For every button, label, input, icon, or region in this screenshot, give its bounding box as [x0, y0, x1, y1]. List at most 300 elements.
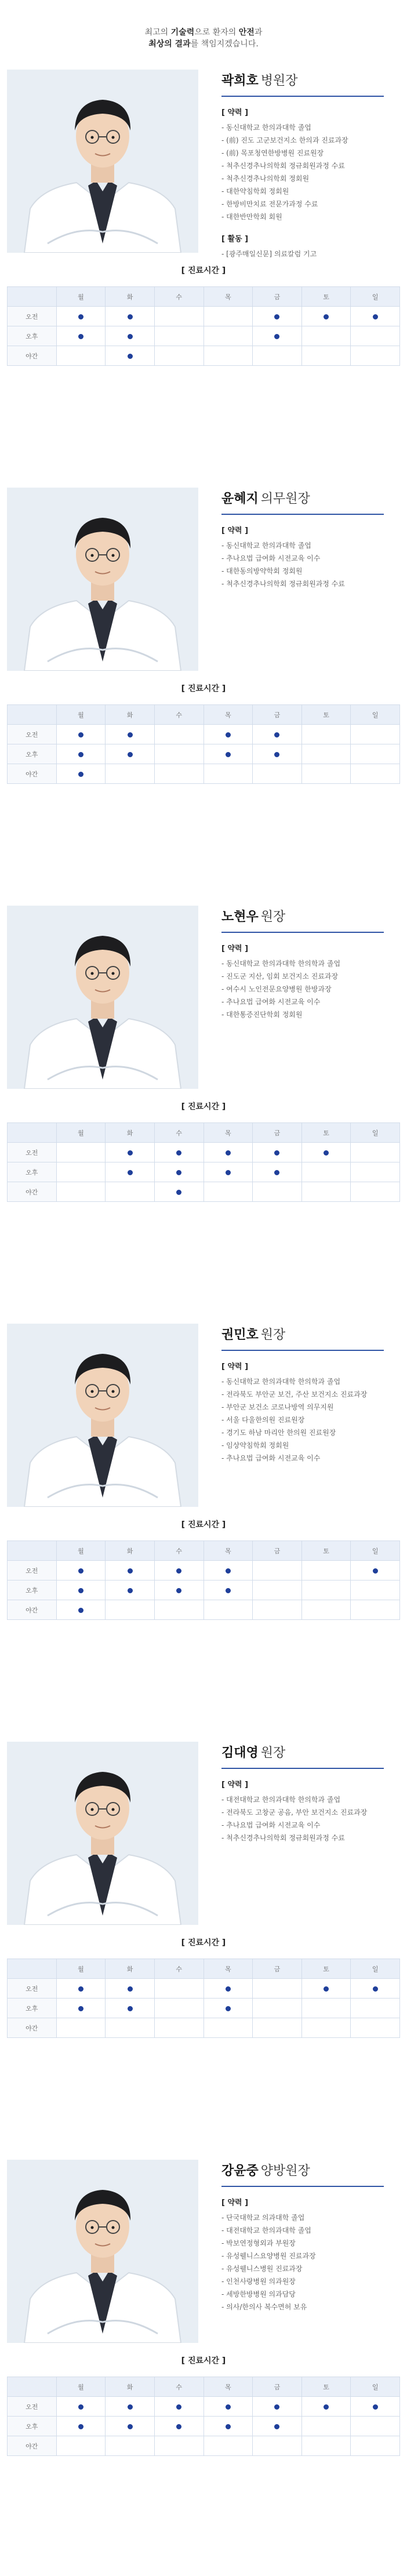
career-item: - 박보연정형외과 부원장 [221, 2239, 296, 2247]
schedule-row-label: 야간 [8, 1182, 57, 1202]
schedule-row-label: 오전 [8, 1979, 57, 1999]
schedule-cell [253, 744, 302, 764]
schedule-cell [253, 1581, 302, 1600]
career-heading: [ 약력 ] [221, 108, 249, 117]
schedule-cell [56, 2018, 106, 2038]
schedule-row-night [8, 2018, 400, 2038]
schedule-cell [351, 1999, 400, 2018]
schedule-cell [253, 2417, 302, 2436]
schedule-cell [253, 764, 302, 784]
available-dot-icon [128, 2006, 133, 2011]
schedule-cell [301, 725, 351, 744]
career-item: - 한방비만치료 전문가과정 수료 [221, 200, 318, 208]
schedule-cell [351, 1182, 400, 1202]
schedule-cell [106, 1979, 155, 1999]
career-list [221, 2211, 401, 2313]
schedule-cell [154, 744, 204, 764]
schedule-day-mon: 월 [56, 705, 106, 725]
schedule-day-sun: 일 [351, 1959, 400, 1979]
career-item: - 대한반만학회 회원 [221, 213, 282, 221]
intro-line-1: 최고의 기술력으로 환자의 안전과 [144, 28, 263, 37]
career-item: - 인천사랑병원 의과원장 [221, 2277, 296, 2286]
schedule-cell [253, 2018, 302, 2038]
schedule-cell [106, 307, 155, 326]
schedule-cell [106, 764, 155, 784]
schedule-cell [154, 725, 204, 744]
available-dot-icon [226, 1588, 231, 1593]
schedule-row-afternoon [8, 744, 400, 764]
schedule-cell [204, 744, 253, 764]
doctor-profile-4 [0, 1324, 407, 1742]
available-dot-icon [78, 2404, 83, 2410]
schedule-cell [253, 725, 302, 744]
career-item: - 서울 다울한의원 진료원장 [221, 1416, 305, 1424]
name-underline [221, 1350, 384, 1351]
career-item: - 추나요법 급여화 시전교육 이수 [221, 998, 321, 1006]
available-dot-icon [128, 732, 133, 737]
doctor-photo [7, 488, 198, 671]
schedule-day-sat: 토 [301, 1959, 351, 1979]
schedule-row-label: 오후 [8, 1581, 57, 1600]
schedule-day-fri: 금 [253, 2377, 302, 2397]
schedule-title: [ 진료시간 ] [181, 1938, 226, 1948]
schedule-cell [253, 346, 302, 366]
schedule-cell [106, 1561, 155, 1581]
schedule-day-mon: 월 [56, 287, 106, 307]
available-dot-icon [78, 1568, 83, 1574]
schedule-cell [154, 1162, 204, 1182]
schedule-cell [56, 744, 106, 764]
doctor-title: 병원장 [260, 74, 298, 88]
doctor-list [0, 70, 407, 2576]
doctor-name-line [221, 909, 401, 928]
doctor-profile-6 [0, 2160, 407, 2576]
career-item: - 전라북도 고창군 공음, 부안 보건지소 진료과장 [221, 1808, 368, 1816]
available-dot-icon [324, 314, 329, 319]
available-dot-icon [373, 1986, 378, 1992]
schedule-cell [56, 326, 106, 346]
available-dot-icon [78, 2006, 83, 2011]
career-heading: [ 약력 ] [221, 526, 249, 535]
schedule-cell [301, 764, 351, 784]
doctor-info [221, 1745, 401, 1844]
schedule-day-sun: 일 [351, 2377, 400, 2397]
activity-heading: [ 활동 ] [221, 235, 249, 244]
schedule-row-label: 오전 [8, 1561, 57, 1581]
doctor-profile-3 [0, 906, 407, 1324]
available-dot-icon [78, 314, 83, 319]
schedule-cell [351, 1561, 400, 1581]
schedule-cell [253, 2397, 302, 2417]
career-item: - 척추신경추나의학회 정규회원과정 수료 [221, 162, 345, 170]
schedule-cell [154, 1561, 204, 1581]
doctor-title: 양방원장 [260, 2164, 310, 2178]
schedule-day-thu: 목 [204, 1123, 253, 1143]
schedule-title: [ 진료시간 ] [181, 1520, 226, 1529]
schedule-cell [56, 725, 106, 744]
available-dot-icon [176, 1150, 181, 1156]
schedule-cell [106, 2397, 155, 2417]
doctor-photo [7, 2160, 198, 2343]
schedule-cell [56, 1600, 106, 1620]
schedule-cell [301, 2436, 351, 2456]
schedule-table [7, 1540, 400, 1620]
schedule-cell [301, 1581, 351, 1600]
career-item: - 대한약침학회 정회원 [221, 187, 289, 195]
doctor-profile-1 [0, 70, 407, 488]
schedule-cell [351, 2417, 400, 2436]
available-dot-icon [274, 334, 279, 339]
schedule-row-label: 오후 [8, 1162, 57, 1182]
schedule-cell [56, 1561, 106, 1581]
doctor-info [221, 909, 401, 1021]
schedule-day-mon: 월 [56, 1959, 106, 1979]
career-list [221, 957, 401, 1021]
schedule-cell [204, 1979, 253, 1999]
career-item: - 대전대학교 한의과대학 졸업 [221, 2226, 311, 2235]
available-dot-icon [176, 1170, 181, 1175]
schedule-cell [204, 2436, 253, 2456]
schedule-corner-cell [8, 287, 57, 307]
schedule-cell [106, 1143, 155, 1162]
doctor-photo-illustration [7, 1742, 198, 1925]
schedule-row-night [8, 1182, 400, 1202]
schedule-day-thu: 목 [204, 1541, 253, 1561]
schedule-day-wed: 수 [154, 287, 204, 307]
schedule-day-sat: 토 [301, 287, 351, 307]
schedule-day-sun: 일 [351, 1541, 400, 1561]
schedule-cell [106, 744, 155, 764]
schedule-cell [154, 1182, 204, 1202]
schedule-cell [106, 2417, 155, 2436]
schedule-cell [56, 1182, 106, 1202]
schedule-row-label: 오전 [8, 725, 57, 744]
available-dot-icon [274, 1170, 279, 1175]
schedule-header-row [8, 287, 400, 307]
schedule-day-sat: 토 [301, 705, 351, 725]
schedule-header-row [8, 1959, 400, 1979]
available-dot-icon [78, 1588, 83, 1593]
doctor-name: 곽희호 [221, 74, 259, 88]
schedule-day-tue: 화 [106, 1959, 155, 1979]
schedule-cell [351, 2018, 400, 2038]
schedule-cell [204, 326, 253, 346]
doctor-name-line [221, 1745, 401, 1764]
schedule-day-wed: 수 [154, 2377, 204, 2397]
available-dot-icon [324, 1986, 329, 1992]
schedule-cell [56, 1162, 106, 1182]
schedule-cell [301, 1143, 351, 1162]
schedule-row-label: 오전 [8, 2397, 57, 2417]
schedule-cell [154, 1143, 204, 1162]
schedule-cell [106, 1162, 155, 1182]
career-heading: [ 약력 ] [221, 1781, 249, 1789]
available-dot-icon [128, 1568, 133, 1574]
intro-text [0, 0, 407, 70]
available-dot-icon [373, 1568, 378, 1574]
schedule-corner-cell [8, 1123, 57, 1143]
schedule-cell [351, 744, 400, 764]
schedule-row-afternoon [8, 1581, 400, 1600]
schedule-row-night [8, 764, 400, 784]
doctor-photo-illustration [7, 488, 198, 671]
available-dot-icon [128, 314, 133, 319]
available-dot-icon [78, 752, 83, 757]
schedule-row-label: 오후 [8, 2417, 57, 2436]
schedule-table [7, 1959, 400, 2038]
schedule-cell [154, 764, 204, 784]
schedule-cell [204, 2397, 253, 2417]
schedule-cell [351, 725, 400, 744]
schedule-day-fri: 금 [253, 705, 302, 725]
career-item: - (前) 목포청연한방병원 진료원장 [221, 149, 324, 157]
schedule-cell [351, 1581, 400, 1600]
doctor-photo [7, 1324, 198, 1507]
schedule-cell [301, 326, 351, 346]
schedule-cell [301, 1999, 351, 2018]
schedule-cell [204, 1581, 253, 1600]
schedule-cell [301, 1979, 351, 1999]
career-item: - 대한통증진단학회 정회원 [221, 1011, 303, 1019]
career-item: - 단국대학교 의과대학 졸업 [221, 2214, 305, 2222]
schedule-header-row [8, 1541, 400, 1561]
schedule-day-mon: 월 [56, 2377, 106, 2397]
intro-line-2: 최상의 결과를 책임지겠습니다. [148, 39, 259, 49]
schedule-day-mon: 월 [56, 1541, 106, 1561]
doctor-photo [7, 1742, 198, 1925]
doctor-name-line [221, 72, 401, 92]
doctor-name: 윤혜지 [221, 492, 259, 506]
available-dot-icon [226, 1568, 231, 1574]
available-dot-icon [274, 2424, 279, 2429]
schedule-day-sat: 토 [301, 1123, 351, 1143]
available-dot-icon [128, 334, 133, 339]
available-dot-icon [176, 1588, 181, 1593]
schedule-cell [56, 764, 106, 784]
schedule-cell [204, 1182, 253, 1202]
doctor-profile-2 [0, 488, 407, 906]
doctor-photo [7, 70, 198, 253]
schedule-cell [154, 307, 204, 326]
career-item: - 척추신경추나의학회 정규회원과정 수료 [221, 1834, 345, 1842]
schedule-cell [204, 2417, 253, 2436]
schedule-cell [301, 346, 351, 366]
schedule-corner-cell [8, 1959, 57, 1979]
schedule-row-morning [8, 1561, 400, 1581]
schedule-cell [106, 2436, 155, 2456]
schedule-day-wed: 수 [154, 1959, 204, 1979]
schedule-cell [253, 307, 302, 326]
doctor-title: 원장 [260, 1328, 286, 1342]
schedule-cell [253, 1182, 302, 1202]
career-item: - 대한동의방약학회 정회원 [221, 567, 303, 575]
doctor-name: 김대영 [221, 1746, 259, 1760]
schedule-day-tue: 화 [106, 1541, 155, 1561]
available-dot-icon [226, 2006, 231, 2011]
schedule-cell [106, 346, 155, 366]
career-item: - 유성웰니스병원 진료과장 [221, 2265, 303, 2273]
schedule-cell [106, 725, 155, 744]
schedule-cell [253, 326, 302, 346]
available-dot-icon [274, 1150, 279, 1156]
schedule-day-tue: 화 [106, 2377, 155, 2397]
available-dot-icon [128, 1986, 133, 1992]
activity-list [221, 248, 401, 260]
available-dot-icon [78, 1608, 83, 1613]
career-item: - 동신대학교 한의과대학 졸업 [221, 542, 311, 550]
schedule-header-row [8, 1123, 400, 1143]
available-dot-icon [78, 334, 83, 339]
schedule-cell [204, 1561, 253, 1581]
schedule-cell [106, 1182, 155, 1202]
schedule-row-afternoon [8, 326, 400, 346]
available-dot-icon [128, 1170, 133, 1175]
doctor-info [221, 2163, 401, 2313]
schedule-cell [204, 2018, 253, 2038]
schedule-cell [204, 1600, 253, 1620]
career-item: - 세방한방병원 의과담당 [221, 2290, 296, 2298]
available-dot-icon [176, 2404, 181, 2410]
schedule-cell [351, 1600, 400, 1620]
doctor-photo-illustration [7, 1324, 198, 1507]
career-item: - 척추신경추나의학회 정규회원과정 수료 [221, 580, 345, 588]
schedule-cell [154, 1581, 204, 1600]
career-item: - 여수시 노인전문요양병원 한방과장 [221, 985, 332, 993]
schedule-day-tue: 화 [106, 705, 155, 725]
career-item: - 임상약침학회 정회원 [221, 1441, 289, 1449]
schedule-cell [204, 307, 253, 326]
schedule-day-wed: 수 [154, 705, 204, 725]
name-underline [221, 514, 384, 515]
career-item: - 진도군 지산, 임회 보건지소 진료과장 [221, 972, 339, 980]
schedule-cell [56, 1143, 106, 1162]
schedule-day-sat: 토 [301, 1541, 351, 1561]
schedule-row-morning [8, 725, 400, 744]
schedule-cell [56, 346, 106, 366]
schedule-cell [204, 725, 253, 744]
schedule-cell [351, 1162, 400, 1182]
doctor-name-line [221, 2163, 401, 2182]
career-item: - 동신대학교 한의과대학 한의학과 졸업 [221, 1378, 341, 1386]
doctor-title: 의무원장 [260, 492, 310, 506]
schedule-cell [154, 326, 204, 346]
schedule-cell [351, 2436, 400, 2456]
schedule-cell [253, 1979, 302, 1999]
schedule-cell [301, 1600, 351, 1620]
schedule-row-label: 야간 [8, 764, 57, 784]
available-dot-icon [226, 2404, 231, 2410]
career-item: - 경기도 하남 마리안 한의원 진료원장 [221, 1429, 336, 1437]
schedule-day-tue: 화 [106, 1123, 155, 1143]
schedule-row-morning [8, 2397, 400, 2417]
schedule-row-morning [8, 1979, 400, 1999]
available-dot-icon [226, 1986, 231, 1992]
available-dot-icon [128, 2404, 133, 2410]
doctor-photo-illustration [7, 906, 198, 1089]
schedule-corner-cell [8, 2377, 57, 2397]
schedule-day-thu: 목 [204, 287, 253, 307]
schedule-day-sun: 일 [351, 705, 400, 725]
schedule-row-label: 야간 [8, 2018, 57, 2038]
schedule-corner-cell [8, 1541, 57, 1561]
doctor-info [221, 72, 401, 260]
schedule-cell [301, 744, 351, 764]
schedule-row-label: 오후 [8, 326, 57, 346]
schedule-cell [301, 2018, 351, 2038]
schedule-cell [351, 764, 400, 784]
schedule-day-tue: 화 [106, 287, 155, 307]
available-dot-icon [226, 752, 231, 757]
career-list [221, 1793, 401, 1844]
schedule-row-afternoon [8, 1999, 400, 2018]
schedule-cell [351, 2397, 400, 2417]
schedule-cell [154, 346, 204, 366]
activity-item: - [광주매일신문] 의료칼럼 기고 [221, 250, 317, 258]
schedule-cell [56, 307, 106, 326]
schedule-cell [106, 1581, 155, 1600]
doctor-name-line [221, 1327, 401, 1346]
schedule-cell [351, 1143, 400, 1162]
schedule-row-label: 오전 [8, 307, 57, 326]
schedule-cell [253, 2436, 302, 2456]
schedule-header-row [8, 2377, 400, 2397]
schedule-row-label: 야간 [8, 346, 57, 366]
schedule-cell [301, 2397, 351, 2417]
career-list [221, 539, 401, 590]
schedule-row-label: 야간 [8, 2436, 57, 2456]
available-dot-icon [78, 772, 83, 777]
schedule-row-afternoon [8, 2417, 400, 2436]
schedule-cell [106, 326, 155, 346]
available-dot-icon [226, 732, 231, 737]
schedule-day-fri: 금 [253, 1541, 302, 1561]
schedule-cell [56, 1979, 106, 1999]
schedule-cell [204, 1162, 253, 1182]
doctor-info [221, 1327, 401, 1465]
schedule-title: [ 진료시간 ] [181, 1102, 226, 1111]
available-dot-icon [176, 1568, 181, 1574]
career-heading: [ 약력 ] [221, 1363, 249, 1371]
name-underline [221, 2186, 384, 2187]
doctor-info [221, 491, 401, 590]
schedule-row-label: 오후 [8, 1999, 57, 2018]
doctor-name: 강윤중 [221, 2164, 259, 2178]
schedule-cell [56, 1999, 106, 2018]
career-item: - 척추신경추나의학회 정회원 [221, 175, 310, 183]
schedule-table [7, 1122, 400, 1202]
available-dot-icon [226, 1150, 231, 1156]
schedule-cell [301, 1561, 351, 1581]
schedule-day-sun: 일 [351, 287, 400, 307]
schedule-table [7, 2377, 400, 2456]
schedule-day-fri: 금 [253, 1959, 302, 1979]
available-dot-icon [128, 1588, 133, 1593]
available-dot-icon [324, 1150, 329, 1156]
schedule-row-morning [8, 1143, 400, 1162]
career-item: - 대전대학교 한의과대학 한의학과 졸업 [221, 1796, 341, 1804]
career-item: - 부안군 보건소 코로나방역 의무지원 [221, 1403, 334, 1411]
schedule-cell [351, 307, 400, 326]
career-item: - 동신대학교 한의과대학 한의학과 졸업 [221, 960, 341, 968]
career-item: - 동신대학교 한의과대학 졸업 [221, 123, 311, 132]
available-dot-icon [226, 2424, 231, 2429]
available-dot-icon [78, 2424, 83, 2429]
doctor-title: 원장 [260, 910, 286, 924]
doctor-name: 권민호 [221, 1328, 259, 1342]
schedule-cell [351, 346, 400, 366]
career-heading: [ 약력 ] [221, 2199, 249, 2207]
available-dot-icon [128, 752, 133, 757]
